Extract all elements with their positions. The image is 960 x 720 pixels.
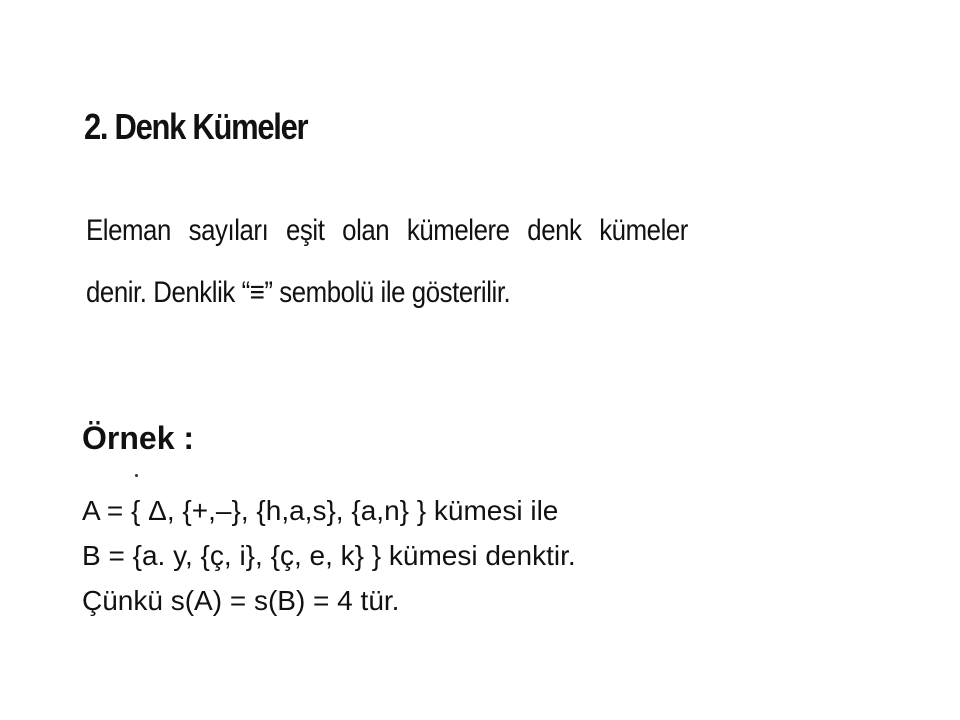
example-line-conclusion: Çünkü s(A) = s(B) = 4 tür. <box>82 585 400 616</box>
definition-line-1 <box>86 200 688 262</box>
definition-word: sayıları <box>188 214 269 247</box>
definition-paragraph <box>86 200 688 324</box>
definition-word: olan <box>342 214 390 247</box>
definition-line-2: denir. Denklik “≡” sembolü ile gösterilir. <box>86 276 511 309</box>
definition-word: eşit <box>286 214 325 247</box>
definition-word: kümelere <box>406 214 510 247</box>
definition-word: Eleman <box>86 214 171 247</box>
scan-speck <box>135 474 138 477</box>
example-line-set-a: A = { Δ, {+,–}, {h,a,s}, {a,n} } kümesi ile <box>82 495 559 526</box>
definition-word: kümeler <box>599 214 688 247</box>
example-heading: Örnek : <box>82 420 195 456</box>
example-line-set-b: B = {a. y, {ç, i}, {ç, e, k} } kümesi denktir. <box>82 540 576 571</box>
section-title: 2. Denk Kümeler <box>84 106 308 147</box>
example-body <box>82 488 576 623</box>
definition-word: denk <box>527 214 582 247</box>
